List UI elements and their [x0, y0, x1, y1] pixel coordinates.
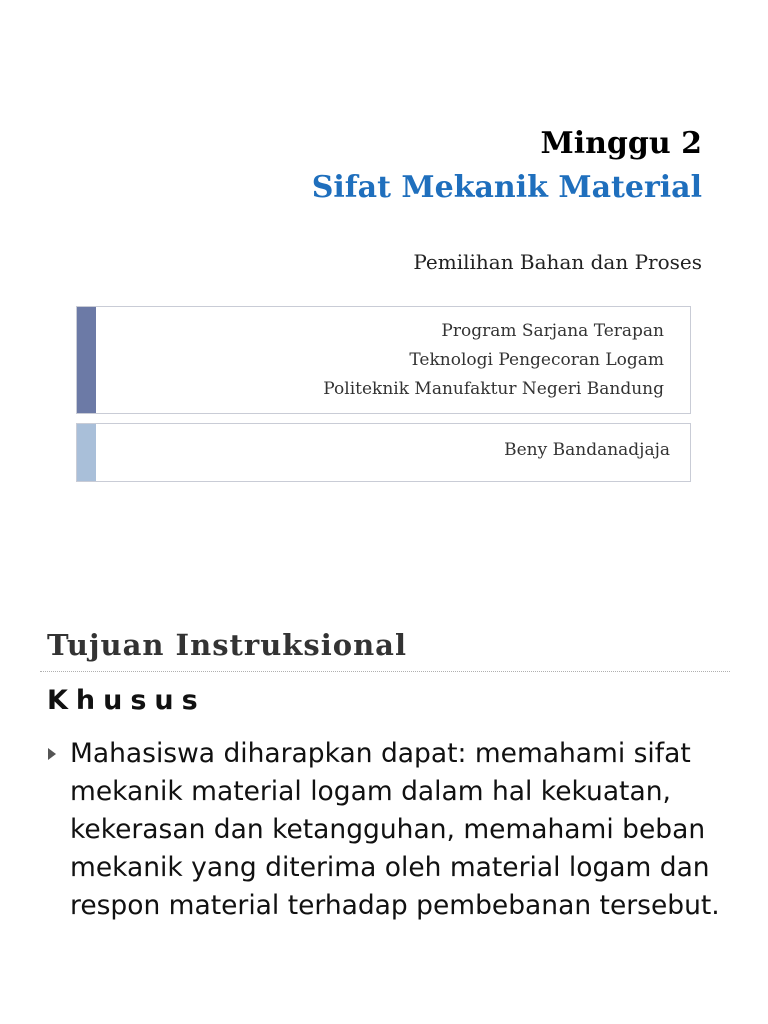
- institution-line: Teknologi Pengecoran Logam: [409, 350, 664, 370]
- slide-title-sub: Sifat Mekanik Material: [311, 170, 702, 205]
- author-box-accent-bar: [77, 424, 96, 481]
- institution-line: Politeknik Manufaktur Negeri Bandung: [323, 379, 664, 399]
- institution-lines: [323, 317, 664, 404]
- institution-box: [76, 306, 691, 414]
- heading-divider: [40, 671, 730, 672]
- bullet-item: [48, 735, 738, 925]
- institution-line: Program Sarjana Terapan: [441, 321, 664, 341]
- slide-subtitle: Pemilihan Bahan dan Proses: [413, 250, 702, 274]
- slide-title-main: Minggu 2: [540, 126, 702, 161]
- author-lines: [504, 436, 670, 465]
- author-name: Beny Bandanadjaja: [504, 440, 670, 460]
- slide-objectives: [0, 512, 768, 1024]
- author-box: [76, 423, 691, 482]
- objectives-subheading: Khusus: [47, 685, 206, 716]
- objectives-heading: Tujuan Instruksional: [47, 628, 407, 662]
- triangle-bullet-icon: [48, 748, 56, 760]
- institution-box-accent-bar: [77, 307, 96, 413]
- bullet-text: Mahasiswa diharapkan dapat: memahami sifat mekanik material logam dalam hal kekuatan, kekerasan dan ketangguhan, memahami beban mekanik yang diterima oleh material logam dan respon material terhadap pembebanan tersebut.: [70, 738, 720, 921]
- title-block: [312, 122, 702, 210]
